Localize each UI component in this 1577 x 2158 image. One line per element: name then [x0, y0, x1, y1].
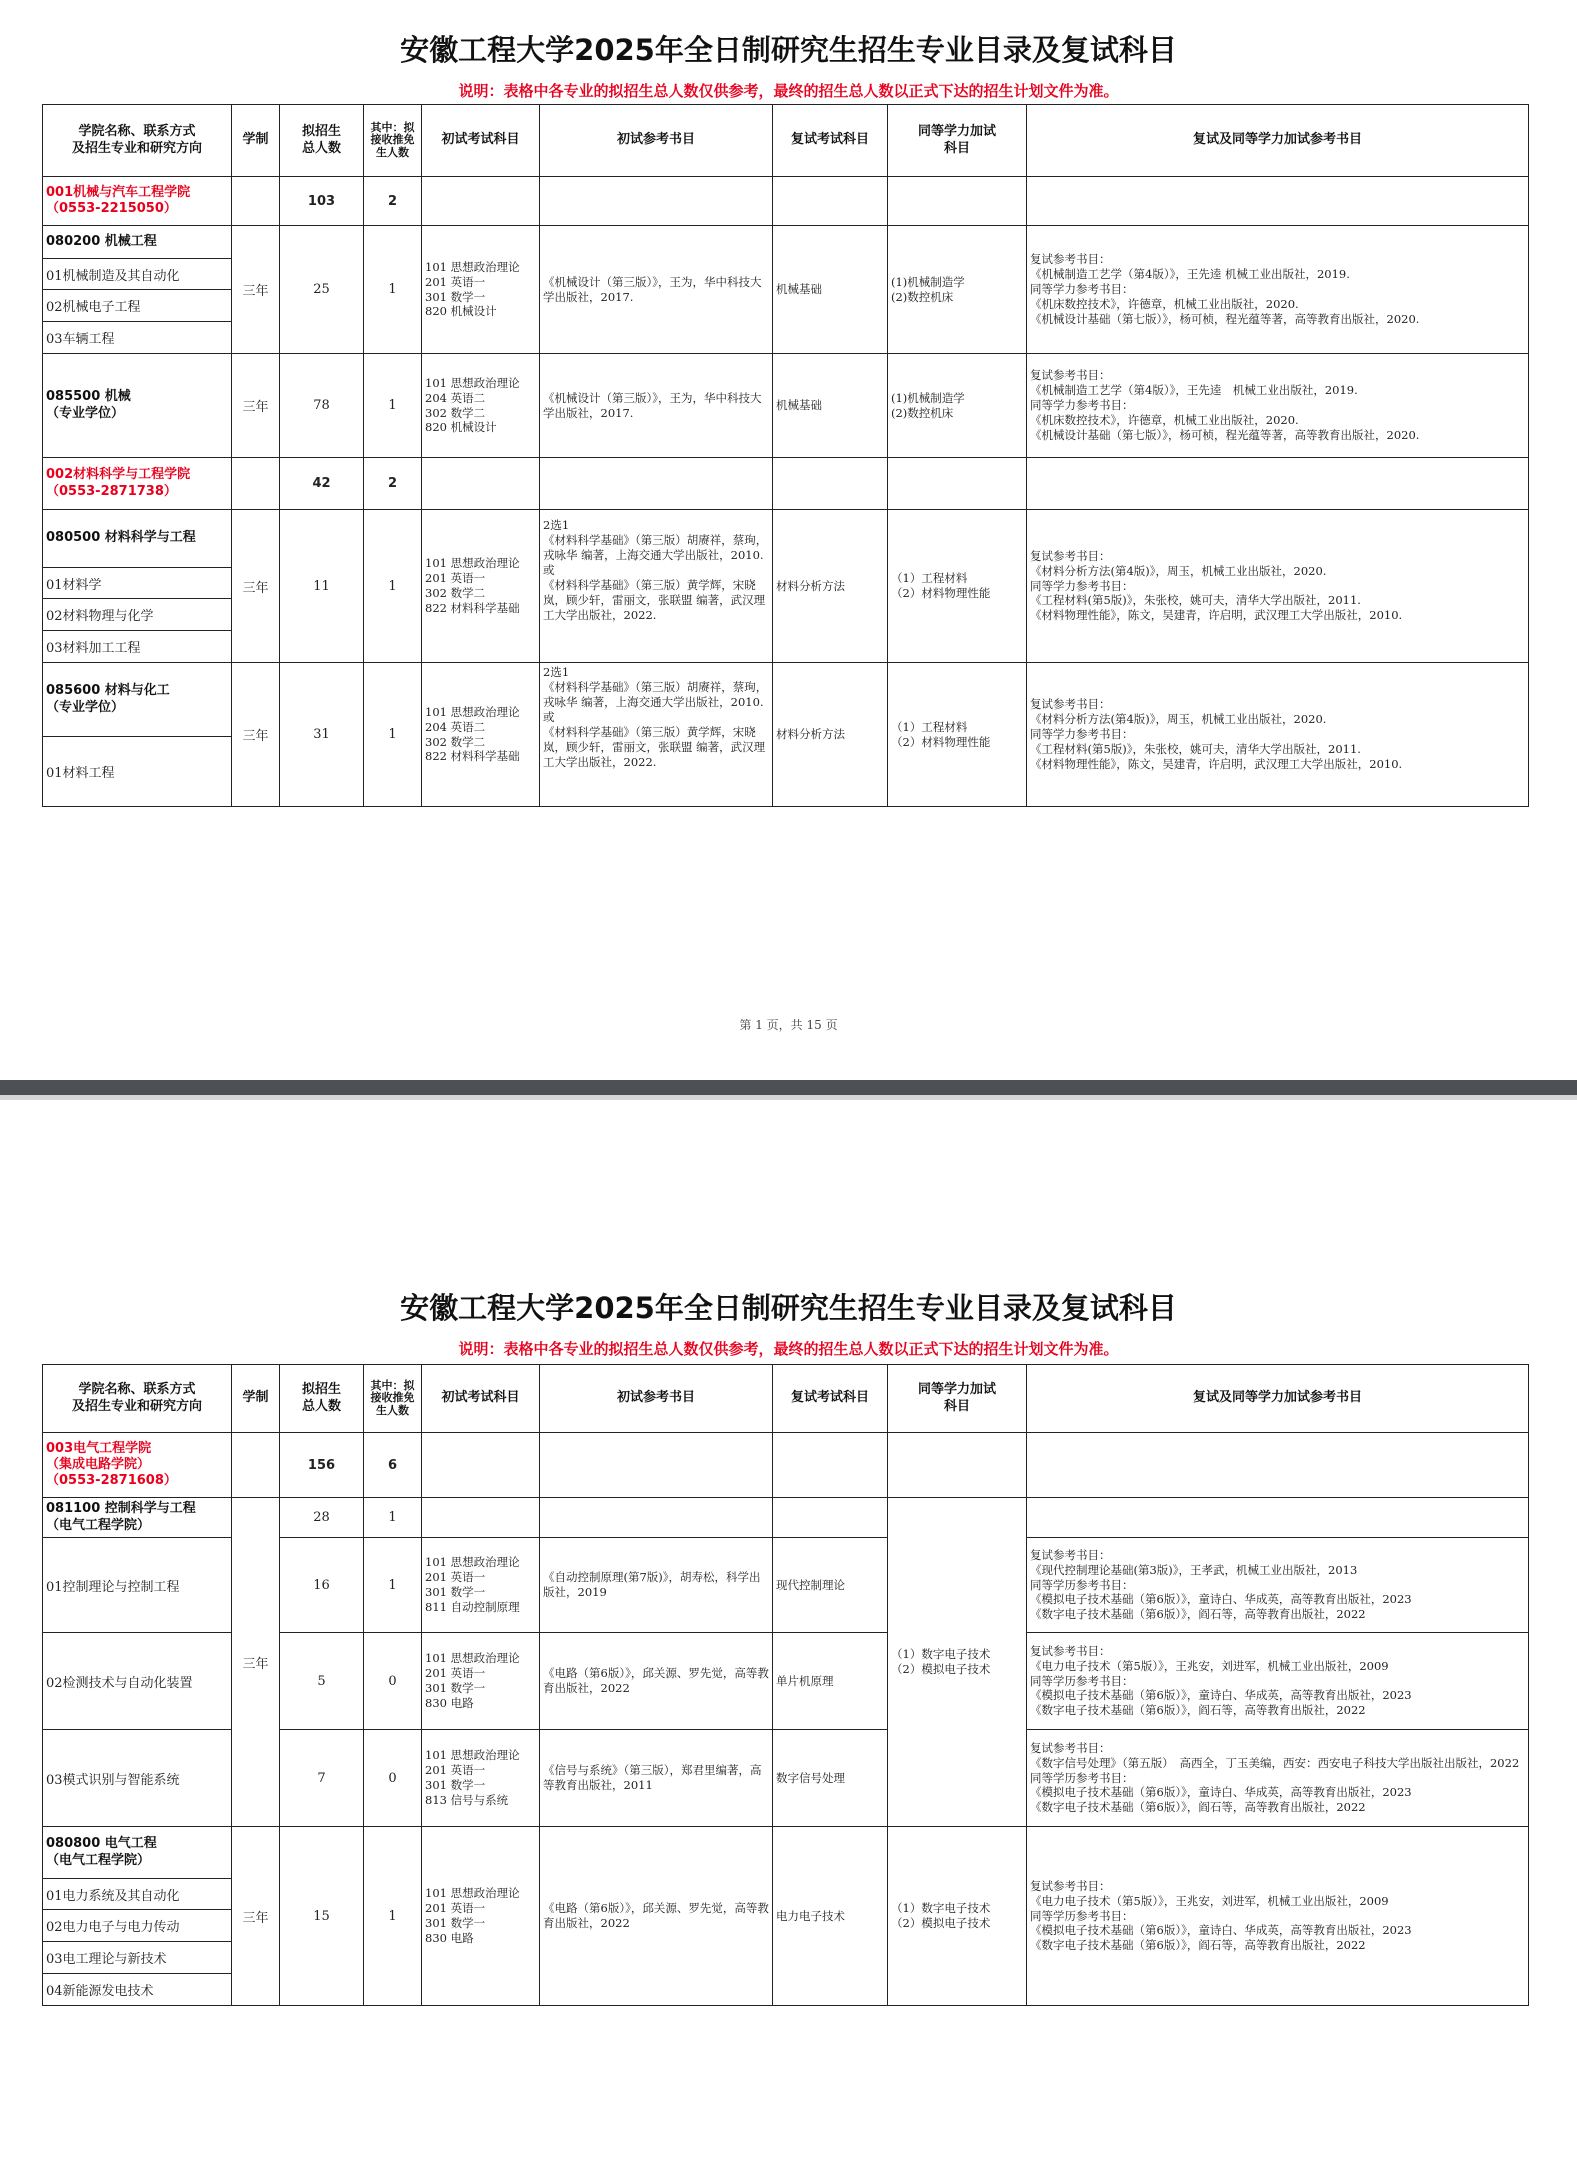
major-name: 085500 机械 （专业学位） [43, 354, 232, 458]
retest-subject: 现代控制理论 [773, 1538, 888, 1633]
header-extra: 同等学力加试 科目 [888, 105, 1027, 177]
extra-subjects: （1）工程材料 （2）材料物理性能 [888, 510, 1027, 663]
header-total: 拟招生 总人数 [280, 105, 364, 177]
major-duration: 三年 [232, 1827, 280, 2006]
exam-subjects: 101 思想政治理论 201 英语一 301 数学一 830 电路 [422, 1633, 540, 1730]
header-retest: 复试考试科目 [773, 1365, 888, 1433]
direction-item: 01材料工程 [43, 737, 232, 807]
retest-subject: 机械基础 [773, 354, 888, 458]
header-extra: 同等学力加试 科目 [888, 1365, 1027, 1433]
major-exempt: 1 [364, 354, 422, 458]
college-name: 003电气工程学院 （集成电路学院） （0553-2871608） [43, 1433, 232, 1498]
major-total: 11 [280, 510, 364, 663]
major-exempt: 1 [364, 510, 422, 663]
major-row [43, 510, 1529, 568]
retest-subject: 单片机原理 [773, 1633, 888, 1730]
major-name: 080500 材料科学与工程 [43, 510, 232, 568]
direction-item: 01机械制造及其自动化 [43, 259, 232, 290]
direction-item: 03电工理论与新技术 [43, 1942, 232, 1974]
major-total: 15 [280, 1827, 364, 2006]
college-total: 103 [280, 177, 364, 226]
retest-subject: 材料分析方法 [773, 510, 888, 663]
extra-subjects: （1）数字电子技术 （2）模拟电子技术 [888, 1827, 1027, 2006]
retest-subject: 材料分析方法 [773, 663, 888, 807]
header-duration: 学制 [232, 1365, 280, 1433]
major-row [43, 1827, 1529, 1879]
reference-books: 复试参考书目： 《材料分析方法(第4版)》，周玉，机械工业出版社，2020. 同等学力参考书目： 《工程材料(第5版)》，朱张校，姚可夫，清华大学出版社，2011. 《材料物理性能》，陈文，吴建青，许启明，武汉理工大学出版社，2010. [1027, 510, 1529, 663]
college-row [43, 1433, 1529, 1498]
major-duration: 三年 [232, 354, 280, 458]
major-name: 080200 机械工程 [43, 226, 232, 259]
major-exempt: 1 [364, 663, 422, 807]
direction-item: 03模式识别与智能系统 [43, 1730, 232, 1827]
extra-subjects: (1)机械制造学 (2)数控机床 [888, 226, 1027, 354]
direction-item: 01电力系统及其自动化 [43, 1879, 232, 1910]
header-total: 拟招生 总人数 [280, 1365, 364, 1433]
exam-subjects: 101 思想政治理论 201 英语一 301 数学一 813 信号与系统 [422, 1730, 540, 1827]
exam-subjects: 101 思想政治理论 204 英语二 302 数学二 820 机械设计 [422, 354, 540, 458]
reference-books: 复试参考书目： 《电力电子技术（第5版）》，王兆安，刘进军，机械工业出版社，2009 同等学历参考书目： 《模拟电子技术基础（第6版）》，童诗白、华成英，高等教育出版社，2023 《数字电子技术基础（第6版）》，阎石等，高等教育出版社，2022 [1027, 1827, 1529, 2006]
direction-item: 02材料物理与化学 [43, 599, 232, 631]
exam-books: 《电路（第6版）》，邱关源、罗先觉，高等教育出版社，2022 [540, 1633, 773, 1730]
direction-item: 02机械电子工程 [43, 290, 232, 322]
reference-books: 复试参考书目： 《机械制造工艺学（第4版）》，王先逵 机械工业出版社，2019. 同等学力参考书目： 《机床数控技术》，许德章，机械工业出版社，2020. 《机械设计基础（第七版）》，杨可桢，程光蕴等著，高等教育出版社，2020. [1027, 226, 1529, 354]
major-duration: 三年 [232, 226, 280, 354]
direction-item: 02检测技术与自动化装置 [43, 1633, 232, 1730]
exam-subjects: 101 思想政治理论 204 英语二 302 数学二 822 材料科学基础 [422, 663, 540, 807]
major-row [43, 663, 1529, 737]
header-books: 初试参考书目 [540, 1365, 773, 1433]
page-note: 说明：表格中各专业的拟招生总人数仅供参考，最终的招生总人数以正式下达的招生计划文件为准。 [458, 82, 1119, 100]
major-exempt: 1 [364, 1498, 422, 1538]
header-row [43, 105, 1529, 177]
major-name: 080800 电气工程 （电气工程学院） [43, 1827, 232, 1879]
exam-subjects: 101 思想政治理论 201 英语一 301 数学一 820 机械设计 [422, 226, 540, 354]
exam-subjects: 101 思想政治理论 201 英语一 302 数学二 822 材料科学基础 [422, 510, 540, 663]
extra-subjects: （1）数字电子技术 （2）模拟电子技术 [888, 1498, 1027, 1827]
extra-subjects: (1)机械制造学 (2)数控机床 [888, 354, 1027, 458]
college-total: 42 [280, 458, 364, 510]
college-name: 001机械与汽车工程学院 （0553-2215050） [43, 177, 232, 226]
page-title: 安徽工程大学2025年全日制研究生招生专业目录及复试科目 [400, 33, 1177, 67]
reference-books: 复试参考书目： 《材料分析方法(第4版)》，周玉，机械工业出版社，2020. 同等学力参考书目： 《工程材料(第5版)》，朱张校，姚可夫，清华大学出版社，2011. 《材料物理性能》，陈文，吴建青，许启明，武汉理工大学出版社，2010. [1027, 663, 1529, 807]
exam-books: 《机械设计（第三版）》，王为，华中科技大学出版社，2017. [540, 226, 773, 354]
page-footer: 第 1 页，共 15 页 [739, 1018, 838, 1032]
exam-books: 《自动控制原理(第7版)》，胡寿松，科学出版社，2019 [540, 1538, 773, 1633]
college-name: 002材料科学与工程学院 （0553-2871738） [43, 458, 232, 510]
major-exempt: 1 [364, 226, 422, 354]
college-total: 156 [280, 1433, 364, 1498]
reference-books: 复试参考书目： 《现代控制理论基础(第3版)》，王孝武，机械工业出版社，2013 同等学历参考书目： 《模拟电子技术基础（第6版）》，童诗白、华成英，高等教育出版社，2023 《数字电子技术基础（第6版）》，阎石等，高等教育出版社，2022 [1027, 1538, 1529, 1633]
direction-total: 5 [280, 1633, 364, 1730]
header-college: 学院名称、联系方式 及招生专业和研究方向 [43, 1365, 232, 1433]
reference-books: 复试参考书目： 《机械制造工艺学（第4版）》，王先逵 机械工业出版社，2019. 同等学力参考书目： 《机床数控技术》，许德章，机械工业出版社，2020. 《机械设计基础（第七版）》，杨可桢，程光蕴等著，高等教育出版社，2020. [1027, 354, 1529, 458]
direction-total: 7 [280, 1730, 364, 1827]
direction-item: 01控制理论与控制工程 [43, 1538, 232, 1633]
college-exempt: 6 [364, 1433, 422, 1498]
header-retest: 复试考试科目 [773, 105, 888, 177]
catalog-table [42, 104, 1529, 807]
exam-books: 2选1 《材料科学基础》（第三版）胡赓祥，蔡珣，戎咏华 编著，上海交通大学出版社，2010. 或 《材料科学基础》（第三版）黄学辉，宋晓岚，顾少轩，雷丽文，张联盟 编著，武汉理工大学出版社，2022. [540, 663, 773, 807]
major-total: 31 [280, 663, 364, 807]
direction-item: 03材料加工工程 [43, 631, 232, 663]
page-2 [0, 1100, 1577, 2158]
major-name: 085600 材料与化工 （专业学位） [43, 663, 232, 737]
reference-books: 复试参考书目： 《数字信号处理》（第五版） 高西全，丁玉美编，西安：西安电子科技大学出版社出版社，2022 同等学历参考书目： 《模拟电子技术基础（第6版）》，童诗白、华成英，高等教育出版社，2023 《数字电子技术基础（第6版）》，阎石等，高等教育出版社，2022 [1027, 1730, 1529, 1827]
major-exempt: 1 [364, 1827, 422, 2006]
major-total: 25 [280, 226, 364, 354]
major-row [43, 354, 1529, 458]
catalog-table [42, 1364, 1529, 2006]
exam-books: 2选1 《材料科学基础》（第三版）胡赓祥，蔡珣，戎咏华 编著，上海交通大学出版社，2010. 或 《材料科学基础》（第三版）黄学辉，宋晓岚，顾少轩，雷丽文，张联盟 编著，武汉理工大学出版社，2022. [540, 510, 773, 663]
header-college: 学院名称、联系方式 及招生专业和研究方向 [43, 105, 232, 177]
direction-exempt: 0 [364, 1730, 422, 1827]
direction-exempt: 1 [364, 1538, 422, 1633]
direction-exempt: 0 [364, 1633, 422, 1730]
exam-books: 《机械设计（第三版）》，王为，华中科技大学出版社，2017. [540, 354, 773, 458]
direction-item: 02电力电子与电力传动 [43, 1910, 232, 1942]
major-total: 78 [280, 354, 364, 458]
reference-books: 复试参考书目： 《电力电子技术（第5版）》，王兆安，刘进军，机械工业出版社，2009 同等学历参考书目： 《模拟电子技术基础（第6版）》，童诗白、华成英，高等教育出版社，2023 《数字电子技术基础（第6版）》，阎石等，高等教育出版社，2022 [1027, 1633, 1529, 1730]
exam-books: 《信号与系统》（第三版），郑君里编著，高等教育出版社，2011 [540, 1730, 773, 1827]
header-duration: 学制 [232, 105, 280, 177]
retest-subject: 数字信号处理 [773, 1730, 888, 1827]
header-exam: 初试考试科目 [422, 1365, 540, 1433]
header-refs: 复试及同等学力加试参考书目 [1027, 1365, 1529, 1433]
exam-books: 《电路（第6版）》，邱关源、罗先觉，高等教育出版社，2022 [540, 1827, 773, 2006]
retest-subject: 电力电子技术 [773, 1827, 888, 2006]
major-row [43, 1498, 1529, 1538]
page-note: 说明：表格中各专业的拟招生总人数仅供参考，最终的招生总人数以正式下达的招生计划文件为准。 [458, 1340, 1119, 1358]
page-title: 安徽工程大学2025年全日制研究生招生专业目录及复试科目 [400, 1291, 1177, 1325]
major-duration: 三年 [232, 663, 280, 807]
header-refs: 复试及同等学力加试参考书目 [1027, 105, 1529, 177]
header-exam: 初试考试科目 [422, 105, 540, 177]
major-name: 081100 控制科学与工程 （电气工程学院） [43, 1498, 232, 1538]
college-row [43, 177, 1529, 226]
exam-subjects: 101 思想政治理论 201 英语一 301 数学一 811 自动控制原理 [422, 1538, 540, 1633]
exam-subjects: 101 思想政治理论 201 英语一 301 数学一 830 电路 [422, 1827, 540, 2006]
header-exempt: 其中：拟 接收推免 生人数 [364, 105, 422, 177]
direction-item: 03车辆工程 [43, 322, 232, 354]
college-row [43, 458, 1529, 510]
header-books: 初试参考书目 [540, 105, 773, 177]
college-exempt: 2 [364, 458, 422, 510]
college-exempt: 2 [364, 177, 422, 226]
major-duration: 三年 [232, 510, 280, 663]
header-exempt: 其中：拟 接收推免 生人数 [364, 1365, 422, 1433]
header-row [43, 1365, 1529, 1433]
direction-item: 04新能源发电技术 [43, 1974, 232, 2006]
major-total: 28 [280, 1498, 364, 1538]
direction-item: 01材料学 [43, 568, 232, 599]
direction-total: 16 [280, 1538, 364, 1633]
major-row [43, 226, 1529, 259]
major-duration: 三年 [232, 1498, 280, 1827]
extra-subjects: （1）工程材料 （2）材料物理性能 [888, 663, 1027, 807]
retest-subject: 机械基础 [773, 226, 888, 354]
